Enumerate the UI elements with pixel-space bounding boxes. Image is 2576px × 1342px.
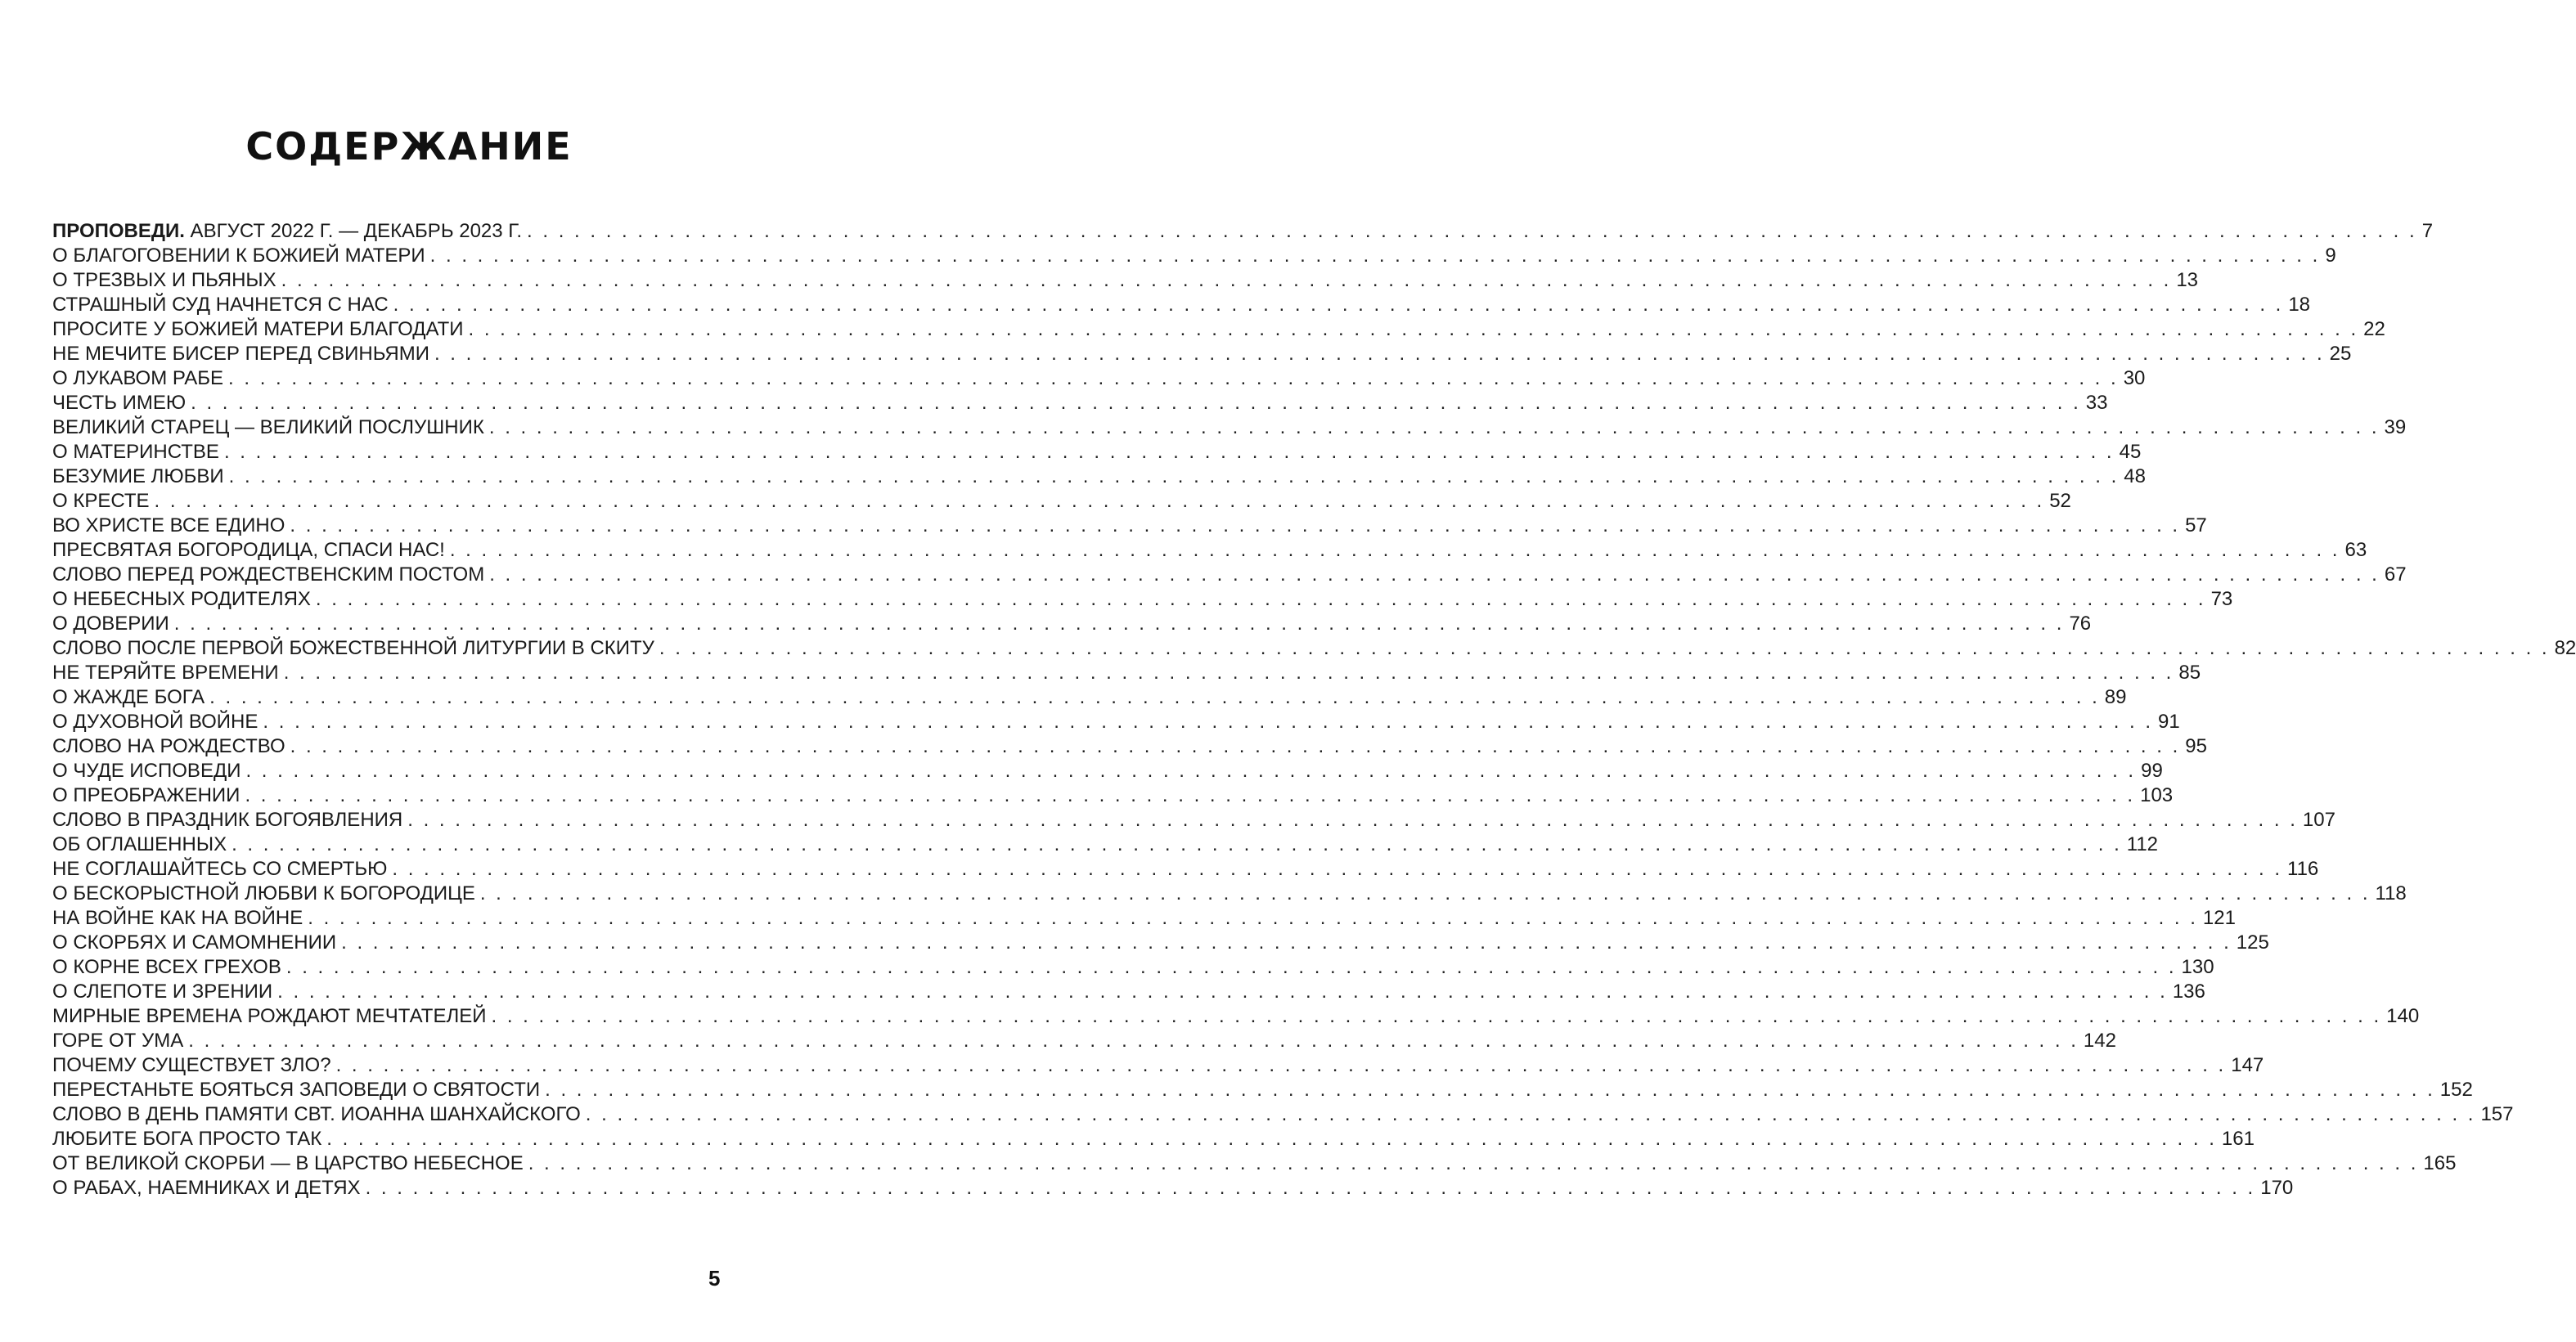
toc-entry — [52, 587, 2233, 612]
toc-entry-text: ВЕЛИКИЙ СТАРЕЦ — ВЕЛИКИЙ ПОСЛУШНИК — [52, 416, 484, 438]
toc-entry-title — [52, 759, 245, 783]
toc-section-lead: ПРОПОВЕДИ. — [52, 220, 185, 242]
toc-entry-title — [52, 1078, 545, 1102]
toc-entry — [52, 661, 2201, 685]
toc-entry-title — [52, 661, 284, 685]
toc-entry-text: ПРОСИТЕ У БОЖИЕЙ МАТЕРИ БЛАГОДАТИ — [52, 318, 464, 340]
toc-entry-title — [52, 833, 232, 857]
toc-entry-text: О ДОВЕРИИ — [52, 613, 169, 635]
toc-entry — [52, 219, 2434, 244]
toc-entry-title — [52, 1053, 336, 1078]
toc-entry — [52, 514, 2207, 538]
toc-entry-page: 140 — [2386, 1005, 2420, 1027]
toc-entry — [52, 293, 2311, 317]
toc-entry-page: 39 — [2384, 416, 2407, 438]
dot-leader: . . . . . . . . . . . . . . . . . . . . . . . . . . . . . . . . . . . . . . . . . . . . . . . . . . . . . . . . . . . . . . . . . . . . . . . . . . . . . . . . . . . . . . . . . . . . . . . . . . . . . . . . . . . . . . . . . . . . . . . . — [245, 760, 2137, 782]
toc-entry — [52, 366, 2146, 391]
toc-entry — [52, 563, 2407, 587]
toc-entry-page: 103 — [2140, 784, 2174, 806]
dot-leader: . . . . . . . . . . . . . . . . . . . . . . . . . . . . . . . . . . . . . . . . . . . . . . . . . . . . . . . . . . . . . . . . . . . . . . . . . . . . . . . . . . . . . . . . . . . . . . . . . . . . . . . . . . . . . . . . . . . . . . . . — [585, 1103, 2476, 1125]
toc-entry-title — [52, 808, 407, 833]
page-title: СОДЕРЖАНИЕ — [245, 124, 573, 168]
toc-entry — [52, 538, 2367, 563]
toc-entry-text: СЛОВО В ДЕНЬ ПАМЯТИ СВТ. ИОАННА ШАНХАЙСКОГО — [52, 1103, 581, 1125]
toc-entry-text: СЛОВО ПЕРЕД РОЖДЕСТВЕНСКИМ ПОСТОМ — [52, 563, 485, 586]
toc-entry-text: ЧЕСТЬ ИМЕЮ — [52, 392, 187, 414]
dot-leader: . . . . . . . . . . . . . . . . . . . . . . . . . . . . . . . . . . . . . . . . . . . . . . . . . . . . . . . . . . . . . . . . . . . . . . . . . . . . . . . . . . . . . . . . . . . . . . . . . . . . . . . . . . . . . . . . . . . . . . . . — [335, 1054, 2227, 1076]
toc-entry — [52, 415, 2407, 440]
toc-entry-text: ГОРЕ ОТ УМА — [52, 1030, 184, 1052]
toc-entry — [52, 980, 2205, 1004]
toc-entry-title — [52, 685, 209, 710]
dot-leader: . . . . . . . . . . . . . . . . . . . . . . . . . . . . . . . . . . . . . . . . . . . . . . . . . . . . . . . . . . . . . . . . . . . . . . . . . . . . . . . . . . . . . . . . . . . . . . . . . . . . . . . . . . . . . . . . . . . . . . . . — [263, 711, 2154, 733]
toc-entry-page: 30 — [2123, 367, 2146, 389]
toc-entry — [52, 1102, 2514, 1127]
toc-entry — [52, 268, 2199, 293]
toc-entry-text: ПОЧЕМУ СУЩЕСТВУЕТ ЗЛО? — [52, 1054, 331, 1076]
toc-entry-title — [52, 931, 341, 955]
dot-leader: . . . . . . . . . . . . . . . . . . . . . . . . . . . . . . . . . . . . . . . . . . . . . . . . . . . . . . . . . . . . . . . . . . . . . . . . . . . . . . . . . . . . . . . . . . . . . . . . . . . . . . . . . . . . . . . . . . . . . . . . — [308, 907, 2198, 929]
toc-entry-text: НЕ ТЕРЯЙТЕ ВРЕМЕНИ — [52, 662, 279, 684]
toc-entry — [52, 391, 2108, 415]
toc-entry — [52, 1127, 2255, 1151]
toc-entry-title — [52, 563, 489, 587]
toc-entry-title — [52, 980, 277, 1004]
toc-entry-text: О БЛАГОГОВЕНИИ К БОЖИЕЙ МАТЕРИ — [52, 245, 425, 267]
dot-leader: . . . . . . . . . . . . . . . . . . . . . . . . . . . . . . . . . . . . . . . . . . . . . . . . . . . . . . . . . . . . . . . . . . . . . . . . . . . . . . . . . . . . . . . . . . . . . . . . . . . . . . . . . . . . . . . . . . . . . . . . — [315, 588, 2206, 610]
toc-entry — [52, 465, 2146, 489]
toc-entry-page: 73 — [2210, 588, 2233, 610]
toc-entry — [52, 759, 2163, 783]
dot-leader: . . . . . . . . . . . . . . . . . . . . . . . . . . . . . . . . . . . . . . . . . . . . . . . . . . . . . . . . . . . . . . . . . . . . . . . . . . . . . . . . . . . . . . . . . . . . . . . . . . . . . . . . . . . . . . . . . . . . . . . . — [659, 637, 2550, 659]
toc-entry-page: 130 — [2181, 956, 2214, 978]
toc-entry-text: О СЛЕПОТЕ И ЗРЕНИИ — [52, 981, 273, 1003]
dot-leader: . . . . . . . . . . . . . . . . . . . . . . . . . . . . . . . . . . . . . . . . . . . . . . . . . . . . . . . . . . . . . . . . . . . . . . . . . . . . . . . . . . . . . . . . . . . . . . . . . . . . . . . . . . . . . . . . . . . . . . . . — [290, 514, 2181, 536]
toc-entry-page: 165 — [2423, 1152, 2457, 1174]
toc-entry-page: 82 — [2554, 637, 2576, 659]
toc-entry-text: ВО ХРИСТЕ ВСЕ ЕДИНО — [52, 514, 285, 536]
toc-entry-title — [52, 440, 224, 465]
dot-leader: . . . . . . . . . . . . . . . . . . . . . . . . . . . . . . . . . . . . . . . . . . . . . . . . . . . . . . . . . . . . . . . . . . . . . . . . . . . . . . . . . . . . . . . . . . . . . . . . . . . . . . . . . . . . . . . . . . . . . . . . — [326, 1128, 2217, 1150]
toc-entry — [52, 833, 2159, 857]
toc-entry-page: 9 — [2325, 245, 2336, 267]
dot-leader: . . . . . . . . . . . . . . . . . . . . . . . . . . . . . . . . . . . . . . . . . . . . . . . . . . . . . . . . . . . . . . . . . . . . . . . . . . . . . . . . . . . . . . . . . . . . . . . . . . . . . . . . . . . . . . . . . . . . . . . . — [154, 490, 2045, 512]
toc-entry-page: 142 — [2083, 1030, 2116, 1052]
toc-entry-page: 170 — [2260, 1177, 2294, 1199]
toc-entry-page: 99 — [2141, 760, 2163, 782]
toc-entry-title — [52, 636, 659, 661]
toc-entry — [52, 857, 2319, 882]
dot-leader: . . . . . . . . . . . . . . . . . . . . . . . . . . . . . . . . . . . . . . . . . . . . . . . . . . . . . . . . . . . . . . . . . . . . . . . . . . . . . . . . . . . . . . . . . . . . . . . . . . . . . . . . . . . . . . . . . . . . . . . . — [545, 1079, 2435, 1101]
toc-entry — [52, 955, 2214, 980]
dot-leader: . . . . . . . . . . . . . . . . . . . . . . . . . . . . . . . . . . . . . . . . . . . . . . . . . . . . . . . . . . . . . . . . . . . . . . . . . . . . . . . . . . . . . . . . . . . . . . . . . . . . . . . . . . . . . . . . . . . . . . . . — [223, 441, 2115, 463]
toc-entry-title — [52, 1029, 188, 1053]
toc-entry-text: О ЧУДЕ ИСПОВЕДИ — [52, 760, 241, 782]
dot-leader: . . . . . . . . . . . . . . . . . . . . . . . . . . . . . . . . . . . . . . . . . . . . . . . . . . . . . . . . . . . . . . . . . . . . . . . . . . . . . . . . . . . . . . . . . . . . . . . . . . . . . . . . . . . . . . . . . . . . . . . . — [449, 539, 2340, 561]
toc-entry-title — [52, 1151, 528, 1176]
toc-entry-text: О ДУХОВНОЙ ВОЙНЕ — [52, 711, 258, 733]
dot-leader: . . . . . . . . . . . . . . . . . . . . . . . . . . . . . . . . . . . . . . . . . . . . . . . . . . . . . . . . . . . . . . . . . . . . . . . . . . . . . . . . . . . . . . . . . . . . . . . . . . . . . . . . . . . . . . . . . . . . . . . . — [188, 1030, 2079, 1052]
toc-entry — [52, 808, 2335, 833]
toc-entry-text: О СКОРБЯХ И САМОМНЕНИИ — [52, 931, 337, 954]
toc-entry-page: 89 — [2104, 686, 2127, 708]
toc-entry-page: 63 — [2344, 539, 2367, 561]
toc-entry-text: БЕЗУМИЕ ЛЮБВИ — [52, 465, 224, 487]
toc-entry-text: О КОРНЕ ВСЕХ ГРЕХОВ — [52, 956, 281, 978]
toc-entry-title — [52, 955, 286, 980]
dot-leader: . . . . . . . . . . . . . . . . . . . . . . . . . . . . . . . . . . . . . . . . . . . . . . . . . . . . . . . . . . . . . . . . . . . . . . . . . . . . . . . . . . . . . . . . . . . . . . . . . . . . . . . . . . . . . . . . . . . . . . . . — [479, 882, 2371, 904]
toc-entry-text: СЛОВО ПОСЛЕ ПЕРВОЙ БОЖЕСТВЕННОЙ ЛИТУРГИИ В СКИТУ — [52, 637, 654, 659]
toc-entry-title — [52, 783, 245, 808]
toc-entry-text: АВГУСТ 2022 Г. — ДЕКАБРЬ 2023 Г. — [184, 220, 523, 242]
dot-leader: . . . . . . . . . . . . . . . . . . . . . . . . . . . . . . . . . . . . . . . . . . . . . . . . . . . . . . . . . . . . . . . . . . . . . . . . . . . . . . . . . . . . . . . . . . . . . . . . . . . . . . . . . . . . . . . . . . . . . . . . — [392, 858, 2283, 880]
toc-entry-text: О ПРЕОБРАЖЕНИИ — [52, 784, 241, 806]
toc-entry — [52, 1176, 2294, 1201]
toc-entry-page: 25 — [2329, 343, 2352, 365]
toc-entry-page: 95 — [2185, 735, 2207, 757]
toc-entry-text: О ТРЕЗВЫХ И ПЬЯНЫХ — [52, 269, 276, 291]
dot-leader: . . . . . . . . . . . . . . . . . . . . . . . . . . . . . . . . . . . . . . . . . . . . . . . . . . . . . . . . . . . . . . . . . . . . . . . . . . . . . . . . . . . . . . . . . . . . . . . . . . . . . . . . . . . . . . . . . . . . . . . . — [191, 392, 2081, 414]
toc-entry-page: 18 — [2288, 294, 2311, 316]
toc-entry-text: СЛОВО В ПРАЗДНИК БОГОЯВЛЕНИЯ — [52, 809, 403, 831]
toc-entry-page: 85 — [2178, 662, 2201, 684]
toc-entry-page: 76 — [2069, 613, 2092, 635]
toc-entry-page: 33 — [2085, 392, 2108, 414]
dot-leader: . . . . . . . . . . . . . . . . . . . . . . . . . . . . . . . . . . . . . . . . . . . . . . . . . . . . . . . . . . . . . . . . . . . . . . . . . . . . . . . . . . . . . . . . . . . . . . . . . . . . . . . . . . . . . . . . . . . . . . . . — [429, 245, 2321, 267]
table-of-contents — [52, 219, 2576, 1201]
toc-entry-text: СТРАШНЫЙ СУД НАЧНЕТСЯ С НАС — [52, 294, 389, 316]
toc-entry-text: ПРЕСВЯТАЯ БОГОРОДИЦА, СПАСИ НАС! — [52, 539, 445, 561]
toc-entry-title — [52, 244, 430, 268]
toc-entry — [52, 734, 2207, 759]
dot-leader: . . . . . . . . . . . . . . . . . . . . . . . . . . . . . . . . . . . . . . . . . . . . . . . . . . . . . . . . . . . . . . . . . . . . . . . . . . . . . . . . . . . . . . . . . . . . . . . . . . . . . . . . . . . . . . . . . . . . . . . . — [173, 613, 2065, 635]
toc-entry — [52, 1078, 2473, 1102]
toc-entry-page: 112 — [2126, 833, 2159, 855]
dot-leader: . . . . . . . . . . . . . . . . . . . . . . . . . . . . . . . . . . . . . . . . . . . . . . . . . . . . . . . . . . . . . . . . . . . . . . . . . . . . . . . . . . . . . . . . . . . . . . . . . . . . . . . . . . . . . . . . . . . . . . . . — [290, 735, 2181, 757]
toc-entry — [52, 783, 2174, 808]
toc-entry-text: НА ВОЙНЕ КАК НА ВОЙНЕ — [52, 907, 303, 929]
toc-entry-title — [52, 317, 469, 342]
toc-entry-page: 136 — [2172, 981, 2205, 1003]
dot-leader: . . . . . . . . . . . . . . . . . . . . . . . . . . . . . . . . . . . . . . . . . . . . . . . . . . . . . . . . . . . . . . . . . . . . . . . . . . . . . . . . . . . . . . . . . . . . . . . . . . . . . . . . . . . . . . . . . . . . . . . . — [527, 220, 2417, 242]
toc-entry-title — [52, 489, 155, 514]
toc-entry — [52, 1151, 2457, 1176]
toc-entry — [52, 931, 2269, 955]
toc-entry-title — [52, 538, 450, 563]
toc-entry-title — [52, 587, 316, 612]
toc-entry-page: 116 — [2287, 858, 2319, 880]
toc-entry-page: 118 — [2375, 882, 2407, 904]
dot-leader: . . . . . . . . . . . . . . . . . . . . . . . . . . . . . . . . . . . . . . . . . . . . . . . . . . . . . . . . . . . . . . . . . . . . . . . . . . . . . . . . . . . . . . . . . . . . . . . . . . . . . . . . . . . . . . . . . . . . . . . . — [488, 416, 2380, 438]
dot-leader: . . . . . . . . . . . . . . . . . . . . . . . . . . . . . . . . . . . . . . . . . . . . . . . . . . . . . . . . . . . . . . . . . . . . . . . . . . . . . . . . . . . . . . . . . . . . . . . . . . . . . . . . . . . . . . . . . . . . . . . . — [393, 294, 2284, 316]
toc-entry-page: 91 — [2158, 711, 2180, 733]
toc-entry-text: МИРНЫЕ ВРЕМЕНА РОЖДАЮТ МЕЧТАТЕЛЕЙ — [52, 1005, 487, 1027]
toc-entry-text: О КРЕСТЕ — [52, 490, 150, 512]
toc-entry-title — [52, 465, 229, 489]
toc-entry-text: ОБ ОГЛАШЕННЫХ — [52, 833, 227, 855]
dot-leader: . . . . . . . . . . . . . . . . . . . . . . . . . . . . . . . . . . . . . . . . . . . . . . . . . . . . . . . . . . . . . . . . . . . . . . . . . . . . . . . . . . . . . . . . . . . . . . . . . . . . . . . . . . . . . . . . . . . . . . . . — [468, 318, 2359, 340]
toc-entry-page: 147 — [2231, 1054, 2264, 1076]
toc-entry-title — [52, 293, 393, 317]
toc-entry-title — [52, 857, 392, 882]
toc-entry-text: О ЛУКАВОМ РАБЕ — [52, 367, 224, 389]
toc-entry-title — [52, 1176, 366, 1201]
dot-leader: . . . . . . . . . . . . . . . . . . . . . . . . . . . . . . . . . . . . . . . . . . . . . . . . . . . . . . . . . . . . . . . . . . . . . . . . . . . . . . . . . . . . . . . . . . . . . . . . . . . . . . . . . . . . . . . . . . . . . . . . — [434, 343, 2325, 365]
toc-entry-page: 157 — [2480, 1103, 2514, 1125]
dot-leader: . . . . . . . . . . . . . . . . . . . . . . . . . . . . . . . . . . . . . . . . . . . . . . . . . . . . . . . . . . . . . . . . . . . . . . . . . . . . . . . . . . . . . . . . . . . . . . . . . . . . . . . . . . . . . . . . . . . . . . . . — [407, 809, 2298, 831]
toc-entry — [52, 440, 2142, 465]
toc-entry-title — [52, 415, 489, 440]
toc-entry — [52, 906, 2236, 931]
toc-entry-title — [52, 612, 174, 636]
toc-entry-title — [52, 514, 290, 538]
toc-entry — [52, 342, 2352, 366]
toc-entry-text: ПЕРЕСТАНЬТЕ БОЯТЬСЯ ЗАПОВЕДИ О СВЯТОСТИ — [52, 1079, 541, 1101]
dot-leader: . . . . . . . . . . . . . . . . . . . . . . . . . . . . . . . . . . . . . . . . . . . . . . . . . . . . . . . . . . . . . . . . . . . . . . . . . . . . . . . . . . . . . . . . . . . . . . . . . . . . . . . . . . . . . . . . . . . . . . . . — [228, 367, 2119, 389]
dot-leader: . . . . . . . . . . . . . . . . . . . . . . . . . . . . . . . . . . . . . . . . . . . . . . . . . . . . . . . . . . . . . . . . . . . . . . . . . . . . . . . . . . . . . . . . . . . . . . . . . . . . . . . . . . . . . . . . . . . . . . . . — [209, 686, 2100, 708]
toc-entry — [52, 710, 2180, 734]
toc-entry — [52, 685, 2127, 710]
toc-entry-title — [52, 391, 191, 415]
toc-entry — [52, 244, 2336, 268]
toc-entry-text: О ЖАЖДЕ БОГА — [52, 686, 205, 708]
dot-leader: . . . . . . . . . . . . . . . . . . . . . . . . . . . . . . . . . . . . . . . . . . . . . . . . . . . . . . . . . . . . . . . . . . . . . . . . . . . . . . . . . . . . . . . . . . . . . . . . . . . . . . . . . . . . . . . . . . . . . . . . — [245, 784, 2136, 806]
toc-entry-page: 48 — [2124, 465, 2146, 487]
toc-entry-text: ОТ ВЕЛИКОЙ СКОРБИ — В ЦАРСТВО НЕБЕСНОЕ — [52, 1152, 524, 1174]
toc-entry — [52, 1029, 2116, 1053]
toc-entry-page: 125 — [2236, 931, 2269, 954]
dot-leader: . . . . . . . . . . . . . . . . . . . . . . . . . . . . . . . . . . . . . . . . . . . . . . . . . . . . . . . . . . . . . . . . . . . . . . . . . . . . . . . . . . . . . . . . . . . . . . . . . . . . . . . . . . . . . . . . . . . . . . . . — [285, 956, 2177, 978]
toc-entry-page: 57 — [2185, 514, 2207, 536]
toc-entry-text: НЕ МЕЧИТЕ БИСЕР ПЕРЕД СВИНЬЯМИ — [52, 343, 429, 365]
toc-entry-page: 52 — [2049, 490, 2071, 512]
toc-entry-title — [52, 1102, 586, 1127]
toc-entry-page: 161 — [2221, 1128, 2255, 1150]
dot-leader: . . . . . . . . . . . . . . . . . . . . . . . . . . . . . . . . . . . . . . . . . . . . . . . . . . . . . . . . . . . . . . . . . . . . . . . . . . . . . . . . . . . . . . . . . . . . . . . . . . . . . . . . . . . . . . . . . . . . . . . . — [528, 1152, 2419, 1174]
toc-entry-title — [52, 1004, 491, 1029]
toc-entry-page: 107 — [2302, 809, 2335, 831]
dot-leader: . . . . . . . . . . . . . . . . . . . . . . . . . . . . . . . . . . . . . . . . . . . . . . . . . . . . . . . . . . . . . . . . . . . . . . . . . . . . . . . . . . . . . . . . . . . . . . . . . . . . . . . . . . . . . . . . . . . . . . . . — [277, 981, 2168, 1003]
dot-leader: . . . . . . . . . . . . . . . . . . . . . . . . . . . . . . . . . . . . . . . . . . . . . . . . . . . . . . . . . . . . . . . . . . . . . . . . . . . . . . . . . . . . . . . . . . . . . . . . . . . . . . . . . . . . . . . . . . . . . . . . — [283, 662, 2174, 684]
toc-entry-title — [52, 342, 434, 366]
toc-entry-page: 45 — [2119, 441, 2142, 463]
page-number: 5 — [708, 1266, 721, 1290]
toc-entry-text: СЛОВО НА РОЖДЕСТВО — [52, 735, 285, 757]
toc-entry — [52, 612, 2092, 636]
toc-entry-title — [52, 1127, 326, 1151]
toc-entry-title — [52, 366, 228, 391]
toc-entry — [52, 636, 2576, 661]
toc-entry-title — [52, 219, 527, 244]
dot-leader: . . . . . . . . . . . . . . . . . . . . . . . . . . . . . . . . . . . . . . . . . . . . . . . . . . . . . . . . . . . . . . . . . . . . . . . . . . . . . . . . . . . . . . . . . . . . . . . . . . . . . . . . . . . . . . . . . . . . . . . . — [489, 563, 2380, 586]
toc-entry — [52, 1053, 2264, 1078]
dot-leader: . . . . . . . . . . . . . . . . . . . . . . . . . . . . . . . . . . . . . . . . . . . . . . . . . . . . . . . . . . . . . . . . . . . . . . . . . . . . . . . . . . . . . . . . . . . . . . . . . . . . . . . . . . . . . . . . . . . . . . . . — [228, 465, 2120, 487]
toc-entry-text: О РАБАХ, НАЕМНИКАХ И ДЕТЯХ — [52, 1177, 361, 1199]
toc-entry-text: О НЕБЕСНЫХ РОДИТЕЛЯХ — [52, 588, 311, 610]
toc-entry — [52, 317, 2385, 342]
toc-entry-page: 152 — [2439, 1079, 2473, 1101]
dot-leader: . . . . . . . . . . . . . . . . . . . . . . . . . . . . . . . . . . . . . . . . . . . . . . . . . . . . . . . . . . . . . . . . . . . . . . . . . . . . . . . . . . . . . . . . . . . . . . . . . . . . . . . . . . . . . . . . . . . . . . . . — [232, 833, 2122, 855]
toc-entry-text: ЛЮБИТЕ БОГА ПРОСТО ТАК — [52, 1128, 322, 1150]
toc-entry — [52, 1004, 2420, 1029]
toc-entry-page: 22 — [2363, 318, 2385, 340]
dot-leader: . . . . . . . . . . . . . . . . . . . . . . . . . . . . . . . . . . . . . . . . . . . . . . . . . . . . . . . . . . . . . . . . . . . . . . . . . . . . . . . . . . . . . . . . . . . . . . . . . . . . . . . . . . . . . . . . . . . . . . . . — [365, 1177, 2256, 1199]
toc-entry-title — [52, 906, 308, 931]
toc-entry — [52, 489, 2071, 514]
toc-entry-page: 121 — [2202, 907, 2236, 929]
toc-entry-title — [52, 734, 290, 759]
toc-entry-page: 7 — [2421, 220, 2434, 242]
toc-entry-title — [52, 710, 263, 734]
toc-entry-title — [52, 268, 281, 293]
toc-entry-text: О МАТЕРИНСТВЕ — [52, 441, 219, 463]
dot-leader: . . . . . . . . . . . . . . . . . . . . . . . . . . . . . . . . . . . . . . . . . . . . . . . . . . . . . . . . . . . . . . . . . . . . . . . . . . . . . . . . . . . . . . . . . . . . . . . . . . . . . . . . . . . . . . . . . . . . . . . . — [281, 269, 2172, 291]
toc-entry-text: НЕ СОГЛАШАЙТЕСЬ СО СМЕРТЬЮ — [52, 858, 388, 880]
toc-entry-text: О БЕСКОРЫСТНОЙ ЛЮБВИ К БОГОРОДИЦЕ — [52, 882, 475, 904]
toc-entry — [52, 882, 2407, 906]
toc-entry-page: 13 — [2176, 269, 2199, 291]
dot-leader: . . . . . . . . . . . . . . . . . . . . . . . . . . . . . . . . . . . . . . . . . . . . . . . . . . . . . . . . . . . . . . . . . . . . . . . . . . . . . . . . . . . . . . . . . . . . . . . . . . . . . . . . . . . . . . . . . . . . . . . . — [341, 931, 2232, 954]
dot-leader: . . . . . . . . . . . . . . . . . . . . . . . . . . . . . . . . . . . . . . . . . . . . . . . . . . . . . . . . . . . . . . . . . . . . . . . . . . . . . . . . . . . . . . . . . . . . . . . . . . . . . . . . . . . . . . . . . . . . . . . . — [491, 1005, 2382, 1027]
toc-entry-title — [52, 882, 480, 906]
toc-entry-page: 67 — [2384, 563, 2407, 586]
